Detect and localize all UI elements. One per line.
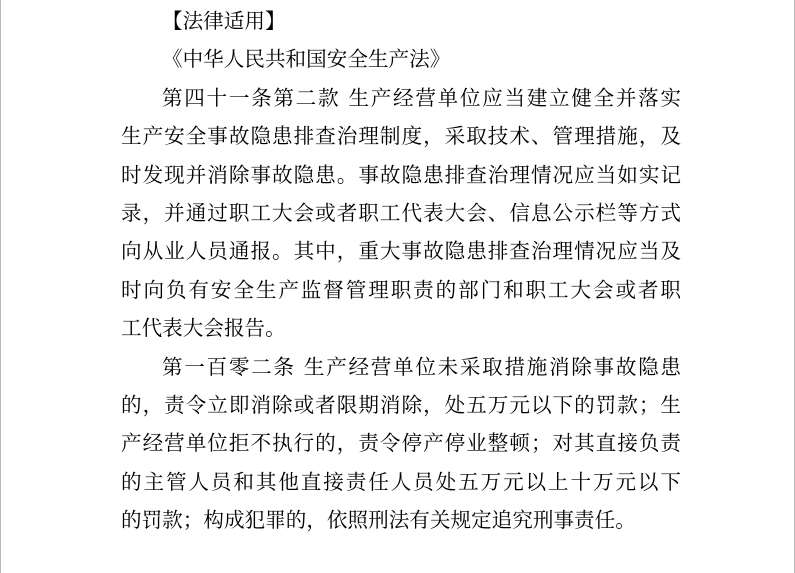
paragraph-line: 的，责令立即消除或者限期消除，处五万元以下的罚款；生 bbox=[121, 392, 681, 417]
paragraph-line: 向从业人员通报。其中，重大事故隐患排查治理情况应当及 bbox=[121, 239, 681, 264]
article-41-paragraph bbox=[121, 79, 681, 348]
paragraph-line: 生产安全事故隐患排查治理制度，采取技术、管理措施，及 bbox=[121, 124, 681, 149]
paragraph-line: 录，并通过职工大会或者职工代表大会、信息公示栏等方式 bbox=[121, 200, 681, 225]
paragraph-line: 的罚款；构成犯罪的，依照刑法有关规定追究刑事责任。 bbox=[121, 508, 636, 533]
section-heading: 【法律适用】 bbox=[162, 9, 286, 33]
document-body bbox=[121, 2, 681, 539]
paragraph-line: 时向负有安全生产监督管理职责的部门和职工大会或者职 bbox=[121, 277, 681, 302]
paragraph-line: 的主管人员和其他直接责任人员处五万元以上十万元以下 bbox=[121, 469, 681, 494]
paragraph-line: 时发现并消除事故隐患。事故隐患排查治理情况应当如实记 bbox=[121, 162, 681, 187]
paragraph-line: 第一百零二条 生产经营单位未采取措施消除事故隐患 bbox=[162, 354, 681, 379]
page-border-left bbox=[0, 0, 1, 573]
paragraph-line: 产经营单位拒不执行的，责令停产停业整顿；对其直接负责 bbox=[121, 431, 681, 456]
law-title: 《中华人民共和国安全生产法》 bbox=[162, 47, 451, 72]
paragraph-line: 工代表大会报告。 bbox=[121, 316, 286, 341]
paragraph-line: 第四十一条第二款 生产经营单位应当建立健全并落实 bbox=[162, 85, 681, 110]
article-102-paragraph bbox=[121, 348, 681, 540]
